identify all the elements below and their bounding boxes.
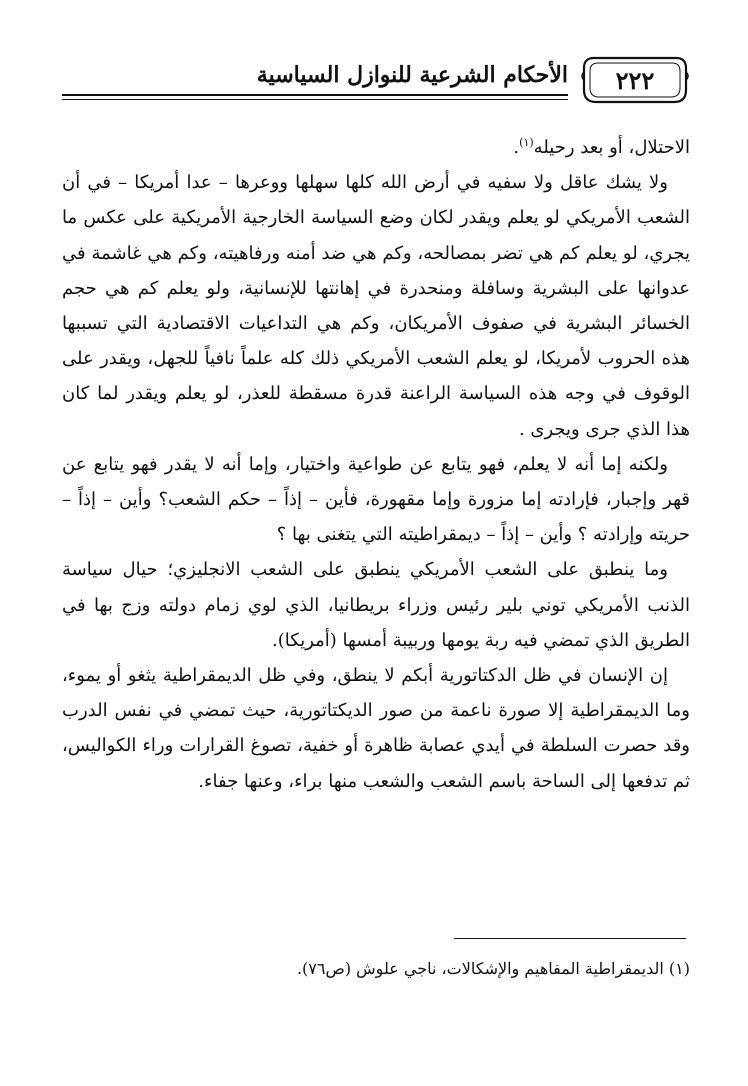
header-rule (62, 94, 568, 96)
paragraph: ولا يشك عاقل ولا سفيه في أرض الله كلها سهلها ووعرها – عدا أمريكا – في أن الشعب الأمريكي لو يعلم ويقدر لكان وضع السياسة الخارجية الأمريكية على عكس ما يجري، لو يعلم كم هي تضر بمصالحه، وكم هي ضد أمنه ورفاهيته، وكم هي غاشمة في عدوانها على البشرية وسافلة ومنحدرة في إهانتها للإنسانية، ولو يعلم كم هي حجم الخسائر البشرية في صفوف الأمريكان، وكم هي التداعيات الاقتصادية التي تسببها هذه الحروب لأمريكا، لو يعلم الشعب الأمريكي ذلك كله علماً نافياً للجهل، ويقدر على الوقوف في وجه هذه السياسة الراعنة قدرة مسقطة للعذر، لو يعلم ويقدر لما كان هذا الذي جرى ويجرى . (62, 172, 690, 440)
footnote-divider (454, 938, 686, 939)
book-title: الأحكام الشرعية للنوازل السياسية (256, 62, 568, 88)
footnote-reference: (١) (519, 136, 534, 149)
paragraph-text: الاحتلال، أو بعد رحيله (533, 137, 690, 158)
running-header (62, 48, 690, 118)
footnote: (١) الديمقراطية المفاهيم والإشكالات، ناجي علوش (ص٧٦). (296, 959, 690, 978)
paragraph-continuation (62, 130, 690, 165)
header-rule-thin (62, 99, 568, 100)
paragraph: وما ينطبق على الشعب الأمريكي ينطبق على الشعب الانجليزي؛ حيال سياسة الذنب الأمريكي توني بلير رئيس وزراء بريطانيا، الذي لوي زمام دولته وزج بها في الطريق الذي تمضي فيه ربة يومها وربيبة أمسها (أمريكا). (62, 559, 690, 651)
paragraph: ولكنه إما أنه لا يعلم، فهو يتابع عن طواعية واختيار، وإما أنه لا يقدر فهو يتابع عن قهر وإجبار، فإرادته إما مزورة وإما مقهورة، فأين – إذاً – حكم الشعب؟ وأين – إذاً – حريته وإرادته ؟ وأين – إذاً – ديمقراطيته التي يتغنى بها ؟ (62, 453, 690, 546)
sentence-end: . (513, 137, 520, 158)
page-number: ٢٢٢ (615, 66, 655, 95)
paragraph: إن الإنسان في ظل الدكتاتورية أبكم لا ينطق، وفي ظل الديمقراطية يثغو أو يموء، وما الديمقراطية إلا صورة ناعمة من صور الديكتاتورية، حيث تمضي في نفس الدرب وقد حصرت السلطة في أيدي عصابة ظاهرة أو خفية، تصوغ القرارات وراء الكواليس، ثم تدفعها إلى الساحة باسم الشعب والشعب منها براء، وعنها جفاء. (62, 665, 690, 792)
page-number-frame (580, 54, 690, 106)
main-text (62, 130, 690, 799)
